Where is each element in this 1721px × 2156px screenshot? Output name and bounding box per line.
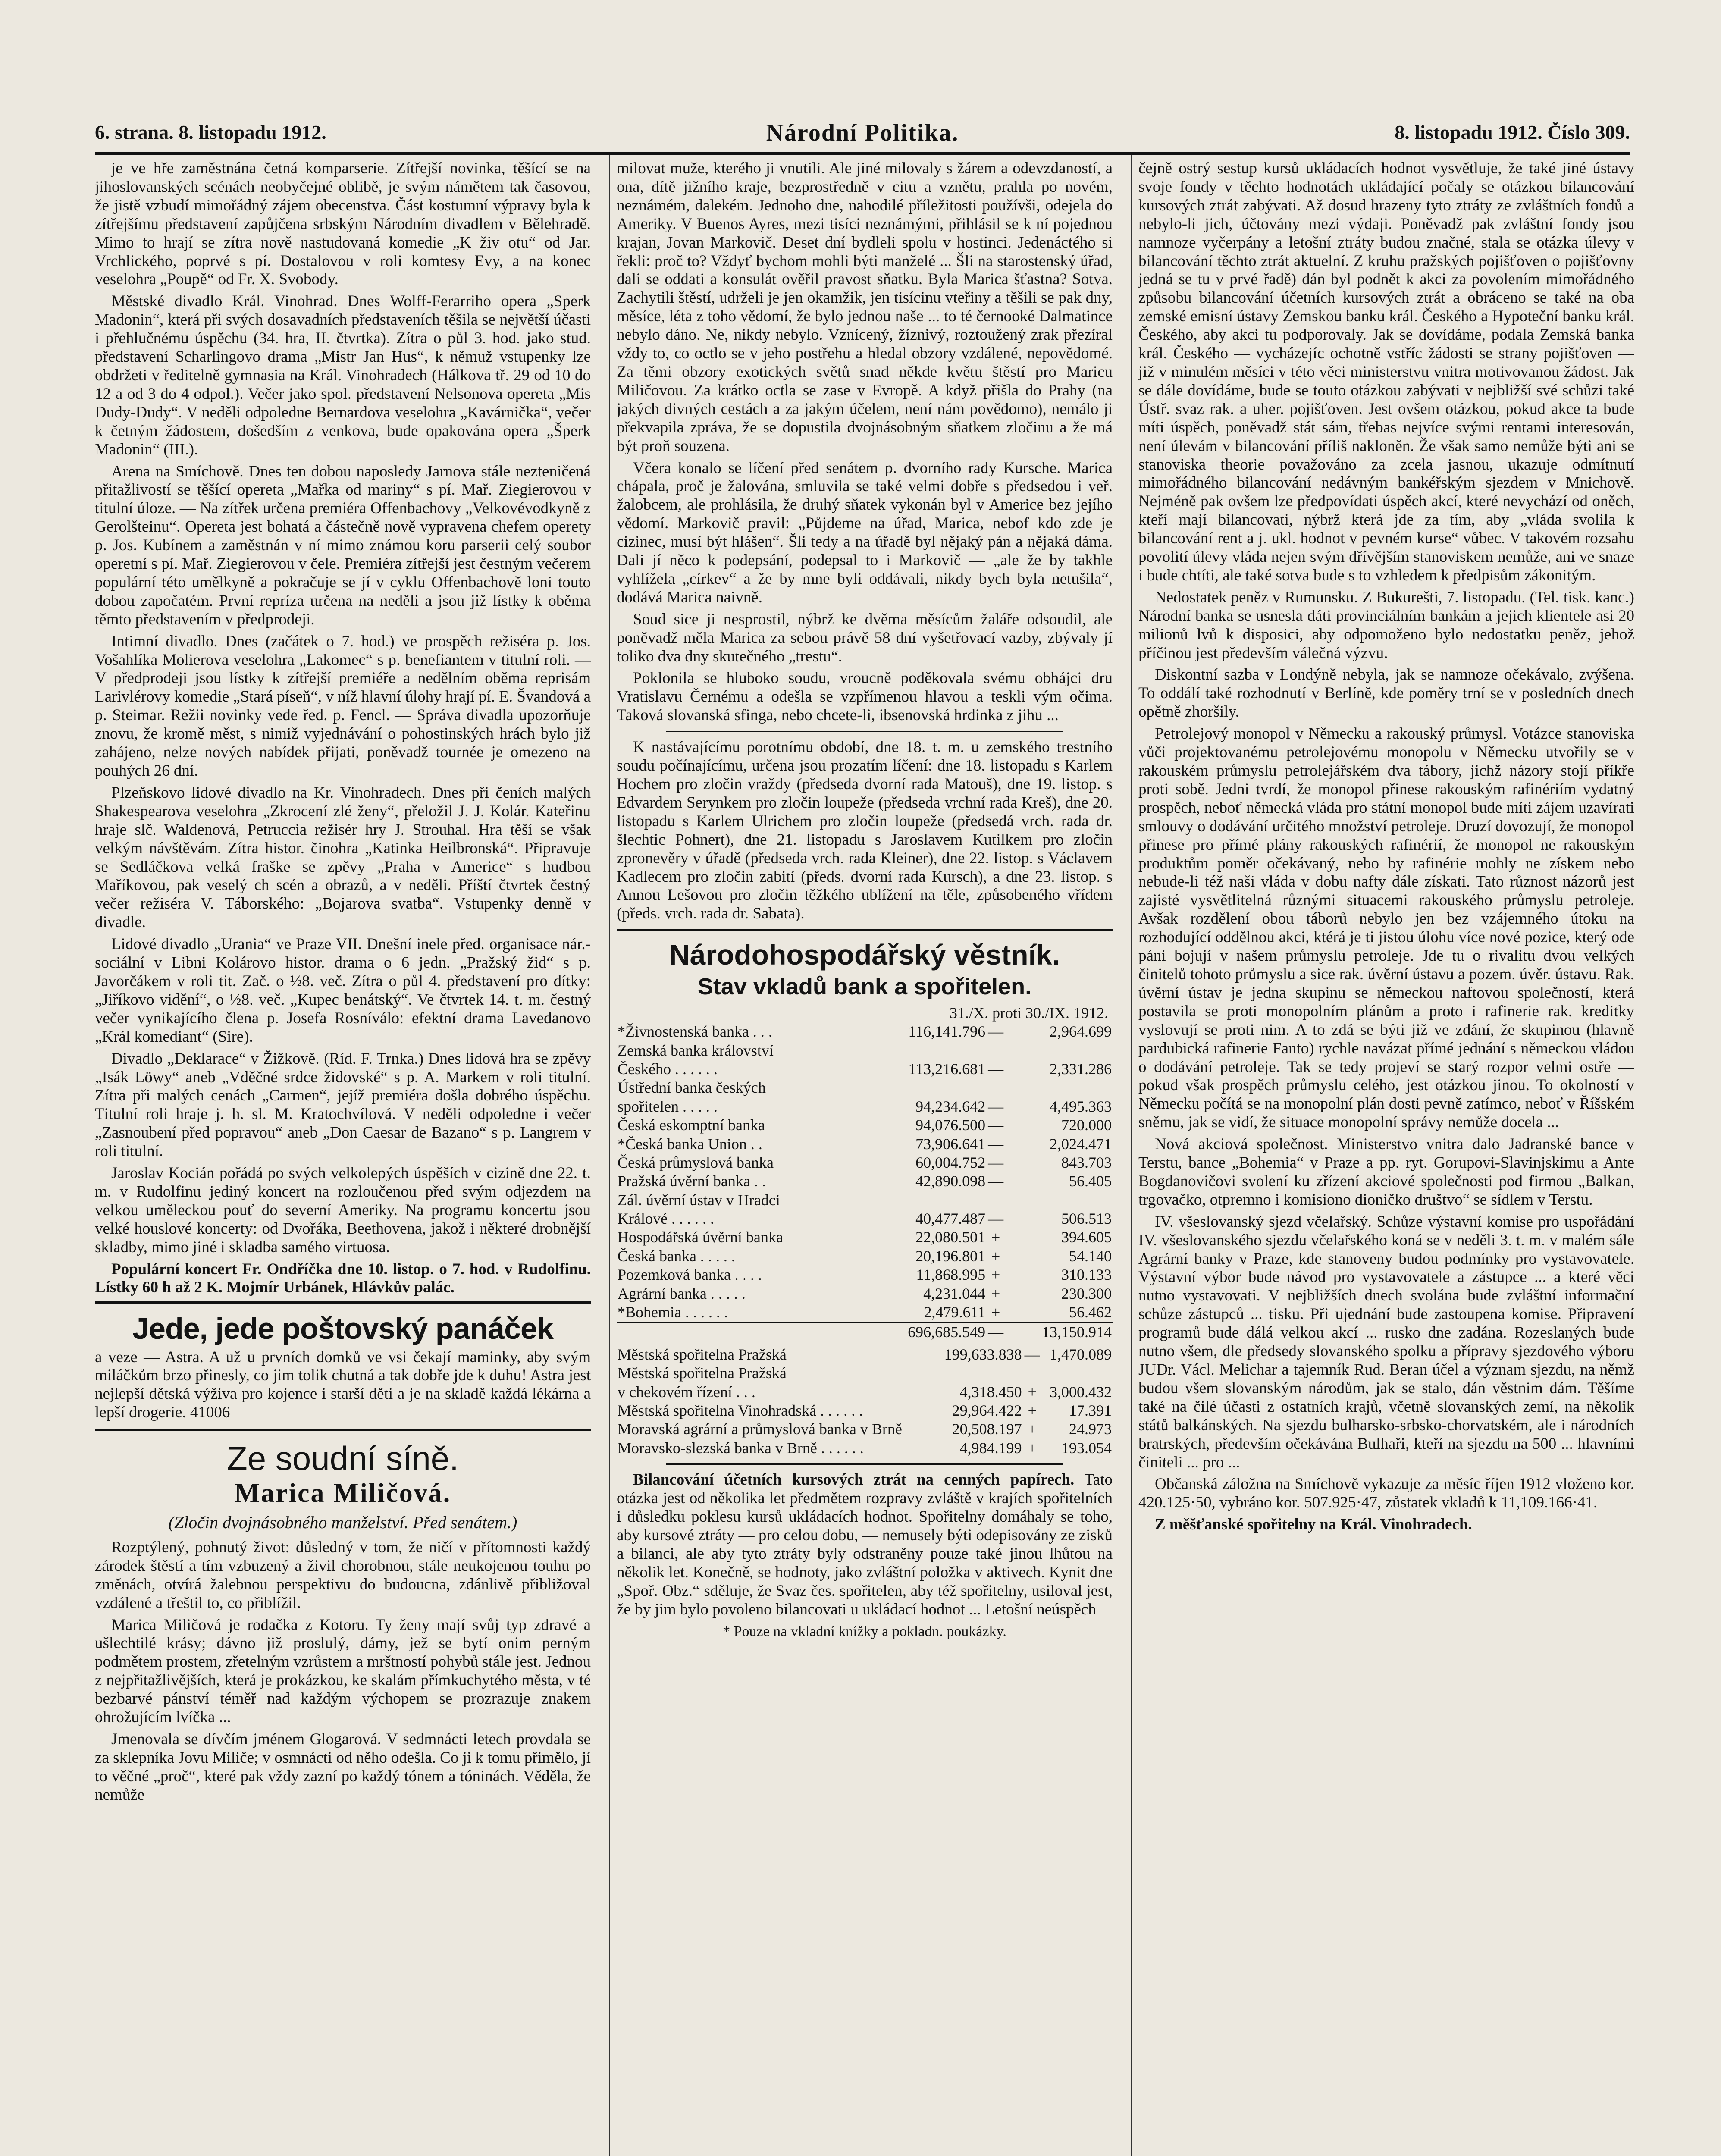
table-row	[617, 1439, 1113, 1457]
header-right: 8. listopadu 1912. Číslo 309.	[1395, 121, 1630, 143]
table-cell-change: 56.462	[1069, 1304, 1112, 1321]
table-cell-value: 113,216.681	[908, 1060, 986, 1078]
ad-text: a veze — Astra. A už u prvních domků ve vsi čekají maminky, aby svým miláčkům brzo přinesly, co jim tolik chutná a tak dobře jde k duhu! Astra jest nejlepší dětská výživa pro kojence i starší děti a je na skladě každá lékárna a lepší drogerie. 41006	[95, 1348, 591, 1422]
table-cell-name: v chekovém řízení . . .	[618, 1383, 755, 1401]
table-cell-name: *Česká banka Union . .	[618, 1135, 762, 1153]
jury-session-news: K nastávajícímu porotnímu období, dne 18. t. m. u zemského trestního soudu počínajícímu, určena jsou prozatím líčení: dne 18. listopadu s Karlem Hochem pro zločin vraždy (předseda dvorní rada Matouš), dne 19. listop. s Edvardem Serynkem pro zločin loupeže (předseda vrchní rada Kreš), dne 20. listopadu s Karlem Ulrichem pro zločin loupeže (předsedá vrch. rada dr. šlechtic Pohnert), dne 21. listopadu s Jaroslavem Kutilkem pro zločin zpronevěry v úřadě (předseda vrch. rada Kleiner), dne 22. listop. s Václavem Kadlecem pro zločin zabití (předs. dvorní rada Kursch), a dne 23. listop. s Annou Lešovou pro zločin těžkého ublížení na těle, způsobeného vřídem (předs. vrch. rada dr. Sabata).	[617, 738, 1113, 923]
table-cell-value: 4,984.199	[959, 1439, 1022, 1457]
court-article-title: Marica Miličová.	[234, 1478, 451, 1508]
economic-article: čejně ostrý sestup kursů ukládacích hodnot vysvětluje, že také jiné ústavy svoje fondy v těchto hodnotách ukládající počaly se otázkou bilancování kursových ztrát zabývati. Až dosud hrazeny tyto ztráty ze zvláštních fondů a nebylo-li jich, účtovány mezi výdaji. Poněvadž pak zvláštní fondy jsou namnoze vyčerpány a letošní ztráty budou značné, stala se otázka úlevy v bilancování těchto ztrát aktuelní. Z kruhu pražských pojišťoven o pojišťovny jedná se tu v prvé řadě) dán byl podnět k akci za povolením mimořádného způsobu bilancování účetních kursových ztrát a obráceno se také na oba zemské emisní ústavy Zemskou banku král. Českého a Hypoteční banku král. Českého, aby akci tu podporovaly. Jak se dovídáme, podala Zemská banka král. Českého — vycházejíc ochotně vstříc žádosti se strany pojišťoven — již v minulém měsíci v této věci ministerstvu vnitra motivovanou žádost. Jak se dále dovídáme, bude se touto otázkou zabývati v nejbližší své schůzi také Ústř. svaz rak. a uher. pojišťoven. Jest ovšem otázkou, pokud akce ta bude míti úspěch, poněvadž stát sám, třebas nejvíce svými rentami interesován, není úlevám v bilancování příliš nakloněn. Že však samo nemůže býti ani se stanoviska theorie považováno za zcela jasnou, ukazuje odmítnutí mimořádného bilancování nedávným bankéřským sjezdem v Mnichově. Nejméně pak ovšem lze předpovídati úspěch akcí, které nevychází od oněch, kteří mají bilancovati, nýbrž která jde za tím, aby „vláda svolila k bilancování rent a j. ukl. hodnot v pevném kurse“ vůbec. V takovém rozsahu povolití úlevy vláda nejen svým dřívějším stanoviskem nemůže, ani ve snaze i bude chtíti, ale také sotva bude s to vzhledem k předpisům zákonitým.	[1138, 160, 1634, 584]
concert-news: Populární koncert Fr. Ondříčka dne 10. listop. o 7. hod. v Rudolfinu. Lístky 60 h až 2 K. Mojmír Urbánek, Hlávkův palác.	[95, 1260, 591, 1297]
table-cell-name: Pozemková banka . . . .	[618, 1266, 762, 1284]
table-cell-sign	[986, 1191, 1005, 1210]
column-divider	[1131, 155, 1132, 2156]
table-row	[617, 1345, 1113, 1364]
table-row	[617, 1383, 1113, 1401]
court-article-subtitle: (Zločin dvojnásobného manželství. Před senátem.)	[168, 1512, 517, 1532]
table-row	[617, 1303, 1113, 1322]
table-cell-sign: —	[988, 1135, 1004, 1153]
table-cell-value: 60,004.752	[915, 1153, 986, 1171]
table-row	[617, 1401, 1113, 1420]
table-cell-sign: —	[988, 1116, 1004, 1134]
table-cell-value: 4,231.044	[923, 1285, 986, 1302]
table-cell-value: 73,906.641	[915, 1135, 986, 1153]
table-cell-value: 20,196.801	[915, 1247, 986, 1265]
table-cell-value: 11,868.995	[916, 1266, 986, 1284]
table-cell-change: 56.405	[1069, 1172, 1112, 1190]
table-row	[617, 1364, 1113, 1382]
table-row	[617, 1420, 1113, 1438]
table-cell-value	[867, 1191, 986, 1210]
table-cell-name: Moravská agrární a průmyslová banka v Brně	[618, 1420, 902, 1438]
table-cell-sign	[1023, 1364, 1042, 1382]
table-cell: —	[986, 1322, 1005, 1342]
table-cell	[617, 1322, 867, 1342]
masthead: Národní Politika.	[766, 119, 959, 146]
table-cell-name: Hospodářská úvěrní banka	[618, 1228, 783, 1246]
table-cell-sign: +	[1028, 1383, 1037, 1401]
page-header	[95, 121, 1630, 151]
theatre-news: Intimní divadlo. Dnes (začátek o 7. hod.) ve prospěch režiséra p. Jos. Vošahlíka Molierova veselohra „Lakomec“ s p. benefiantem v titulní roli. — V předprodeji jsou lístky k zítřejší premiéře a nedělním oběma reprisám Larivlérovy komedie „Stará píseň“, v níž hlavní úlohy hrají pí. E. Švandová a p. Steimar. Režii novinky vede řed. p. Fencl. — Správa divadla upozorňuje znovu, že kromě měst, s nimiž vyjednávání o pohostinských hrách bylo již zahájeno, nelze nových nabídek přijati, poněvadž tournée je omezeno na pouhých 26 dní.	[95, 632, 591, 780]
table-cell-sign: +	[991, 1304, 1000, 1321]
table-row	[617, 1097, 1113, 1116]
economic-news: Občanská záložna na Smíchově vykazuje za měsíc říjen 1912 vloženo kor. 420.125·50, vybráno kor. 507.925·47, zůstatek vkladů k 11,109.166·41.	[1138, 1475, 1634, 1512]
table-cell-change: 24.973	[1069, 1420, 1112, 1438]
table-cell-name: *Bohemia . . . . . .	[618, 1304, 728, 1321]
table-cell-value: 199,633.838	[944, 1345, 1022, 1363]
table-cell-sign: —	[988, 1060, 1004, 1078]
concert-news: Jaroslav Kocián pořádá po svých velkolepých úspěších v cizině dne 22. t. m. v Rudolfinu jediný koncert na rozloučenou před svým odjezdem na velkou uměleckou pouť do severní Ameriky. Na programu koncertu jsou velké houslové koncerty: od Dvořáka, Beethovena, jakož i některé drobnější skladby, mimo jiné i skladba samého virtuosa.	[95, 1164, 591, 1256]
table-cell-change: 2,964.699	[1050, 1023, 1112, 1040]
table-cell-name: spořitelen . . . . .	[618, 1097, 718, 1115]
header-rule	[95, 152, 1630, 155]
table-cell-change	[1042, 1364, 1113, 1382]
court-article-text: Poklonila se hluboko soudu, vroucně poděkovala svému obhájci dru Vratislavu Černému a odešla se vzpřímenou hlavou a teskli vým očima. Taková slovanská sfinga, nebo chcete-li, ibsenovská hrdinka z jihu ...	[617, 669, 1113, 724]
court-article-text: Jmenovala se dívčím jménem Glogarová. V sedmnácti letech provdala se za sklepníka Jovu Miliče; v osmnácti od něho odešla. Co ji k tomu přimělo, jí to věčné „proč“, které pak vždy zazní po každý tónem a tóninách. Věděla, že nemůže	[95, 1730, 591, 1804]
column-1	[95, 160, 591, 2156]
table-cell-name: Ústřední banka českých	[618, 1079, 766, 1097]
court-article-text: milovat muže, kterého ji vnutili. Ale jiné milovaly s žárem a odevzdaností, a ona, dítě jižního kraje, bezprostředně v citu a vznětu, prahla po novém, neznámém, dalekém. Jednoho dne, nahodilé příležitosti používši, odejela do Ameriky. V Buenos Ayres, mezi tisíci neznámými, přihlásil se k ní pojednou krajan, Jovan Markovič. Deset dní bydleli spolu v hostinci. Jedenáctého si řekli: proč to? Vždyť bychom mohli býti manželé ... Šli na starostenský úřad, dali se oddati a konsulát ověřil pravost sňatku. Byla Marica šťastna? Sotva. Zachytili štěstí, udrželi je jen okamžik, jen tisícinu vteřiny a těšili se pak dny, měsíce, léta z toho vědomí, že bylo jednou naše ... to té černooké Dalmatince nebylo dáno. Ne, nikdy nebylo. Vznícený, žíznivý, roztoužený zrak přezíral vždy to, co octlo se v jeho postřehu a hledal obzory vzdálené, nepovědomé. Za těmi obzory exotických světů snad někde květu štěstí pro Maricu Miličovou. Za krátko octla se zase v Evropě. A když přišla do Prahy (na jakých divných cestách a za jakým účelem, není nám povědomo), nemálo ji překvapila zpráva, že se dopustila dvojnásobným sňatkem zločinu a že má být proň souzena.	[617, 160, 1113, 455]
court-article-text: Soud sice ji nesprostil, nýbrž ke dvěma měsícům žaláře odsoudil, ale poněvadž měla Marica za sebou právě 58 dní vyšetřovací vazby, zbývaly jí toliko dva dny skutečného „trestu“.	[617, 610, 1113, 665]
table-cell-change: 4,495.363	[1050, 1097, 1112, 1115]
theatre-news: Arena na Smíchově. Dnes ten dobou naposledy Jarnova stále nezteničená přitažlivostí se těšící opereta „Mařka od mariny“ s pí. Mař. Ziegierovou v titulní úloze. — Na zítřek určena premiéra Offenbachovy „Velkovévodkyně z Gerolšteinu“. Opereta jest bohatá a částečně nově vypravena chefem operety p. Jos. Kubínem a zaměstnán v ní mimo známou koru parserii celý soubor operetní s pí. Mař. Ziegierovou v čele. Premiéra zítřejší jest čestným večerem populární této umělkyně a pokračuje se jí v cyklu Offenbachově loni touto dobou započatém. První repríza určena na neděli a jsou již lístky k oběma těmto představením v předprodeji.	[95, 462, 591, 628]
table-cell-name: Městská spořitelna Vinohradská . . . . . .	[618, 1401, 863, 1419]
table-cell-sign	[986, 1041, 1005, 1060]
court-article-text: Rozptýlený, pohnutý život: důsledný v tom, že ničí v přítomnosti každý zárodek štěstí a tím vzbuzený a živil chorobnou, stále neukojenou touhu po změnách, otvírá žalebnou perspektivu do budoucna, zdánlivě přibližoval vzdálené a třeštil to, co přiblížil.	[95, 1538, 591, 1612]
table-cell-change: 506.513	[1061, 1210, 1112, 1228]
table-cell-name: Moravsko-slezská banka v Brně . . . . . .	[618, 1439, 864, 1457]
economic-news: Z měšťanské spořitelny na Král. Vinohradech.	[1155, 1516, 1472, 1534]
table-cell-value	[867, 1041, 986, 1060]
table-total-row	[617, 1322, 1113, 1342]
table-cell-value: 2,479.611	[924, 1304, 986, 1321]
column-divider	[609, 155, 610, 2156]
table-cell-change: 394.605	[1061, 1228, 1112, 1246]
table-row	[617, 1247, 1113, 1266]
table-row	[617, 1078, 1113, 1097]
table-cell-sign: —	[988, 1172, 1004, 1190]
table-cell-sign: —	[988, 1023, 1004, 1040]
table-cell-sign: —	[988, 1210, 1004, 1228]
table-cell-sign: +	[991, 1247, 1000, 1265]
table-cell-sign: +	[991, 1285, 1000, 1302]
table-row	[617, 1135, 1113, 1153]
table-cell-value: 40,477.487	[915, 1210, 986, 1228]
table-cell-sign: +	[1028, 1401, 1037, 1419]
table-cell-sign: —	[988, 1153, 1004, 1171]
economic-news: Nedostatek peněz v Rumunsku. Z Bukurešti, 7. listopadu. (Tel. tisk. kanc.) Národní banka se usnesla dáti provinciálním bankám a jejich klientele asi 20 milionů lvů k disposici, aby odpomoženo bylo nedostatku peněz, jehož příčinou jest především válečná výzvu.	[1138, 588, 1634, 662]
bank-deposits-table	[617, 1022, 1113, 1342]
economic-news: Nová akciová společnost. Ministerstvo vnitra dalo Jadranské bance v Terstu, bance „Bohemia“ v Praze a pp. ryt. Gorupovi-Slavinjskimu a Ante Bogdanovičovi svolení ku zřízení akciové společnosti pod firmou „Balkan, trgovačko, otpremno i komisiono dioničko društvo“ se sídlem v Terstu.	[1138, 1135, 1634, 1209]
table-cell-change: 1,470.089	[1050, 1345, 1112, 1363]
table-cell-value	[867, 1078, 986, 1097]
table-footnote: * Pouze na vkladní knížky a pokladn. poukázky.	[723, 1623, 1006, 1640]
table-cell-sign: —	[988, 1097, 1004, 1115]
table-cell-change	[1005, 1191, 1113, 1210]
table-row	[617, 1153, 1113, 1172]
table-cell-name: Zemská banka království	[618, 1041, 774, 1059]
separator	[666, 1463, 1063, 1465]
theatre-news: Městské divadlo Král. Vinohrad. Dnes Wolff-Ferarriho opera „Sperk Madonin“, která při svých dosavadních představeních těšila se největší účasti i přehlučnému úspěchu (34. hra, II. čtvrtka). Zítra o půl 3. hod. jako stud. představení Scharlingovo drama „Mistr Jan Hus“, k němuž vstupenky lze obdržeti v ředitelně gymnasia na Král. Vinohradech (Hálkova tř. 29 od 10 do 12 a od 3 do 4 odpol.). Večer jako spol. představení Nelsonova opereta „Mis Dudy-Dudy“. V neděli odpoledne Bernardova veselohra „Kavárnička“, večer k četným žádostem, došedším z venkova, bude opakována opera „Šperk Madonin“ (III.).	[95, 292, 591, 458]
table-cell-name: Agrární banka . . . . .	[618, 1285, 746, 1302]
table-cell-change: 310.133	[1061, 1266, 1112, 1284]
separator	[617, 929, 1113, 931]
table-cell-value: 20,508.197	[952, 1420, 1022, 1438]
table-cell-change: 54.140	[1069, 1247, 1112, 1265]
economic-news: Diskontní sazba v Londýně nebyla, jak se namnoze očekávalo, zvýšena. To oddálí také rozhodnutí v Berlíně, kde poměry trní se v posledních dnech opětně zhoršily.	[1138, 666, 1634, 721]
theatre-news: Plzeňskovo lidové divadlo na Kr. Vinohradech. Dnes při čeních malých Shakespearova veselohra „Zkrocení zlé ženy“, přeložil J. J. Kolár. Kateřinu hraje slč. Waldenová, Petruccia režisér hry J. Strouhal. Hra těší se však velkým návštěvám. Zítra histor. činohra „Katinka Heilbronská“. Připravuje se Sedláčkova velká fraške se zpěvy „Praha v Americe“ s hudbou Maříkovou, pak veselý ch scén a obrazů, a v neděli. Příští čtvrtek čestný večer režiséra V. Táborského: „Bojarova svatba“. Vstupenky denně v divadle.	[95, 783, 591, 931]
astra-advertisement	[95, 1301, 591, 1431]
economic-news: IV. všeslovanský sjezd včelařský. Schůze výstavní komise pro uspořádání IV. všeslovanského sjezdu včelařského koná se v neděli 3. t. m. v malém sále Agrární banky v Praze, kde stanoveny budou podmínky pro vystavovatele. Výstavní výbor bude návod pro vystavovatele a zástupce ... a které věci nutno vystavovati. V nejbližších dnech svolána bude zvláštní informační schůze zástupců ... tisku. Při ujednání bude zastoupena komise. Připravení programů bude dálá velkou akcí ... rusko dne zadána. Rozeslaných bude nutno všem, dle předsedy slovanského spolku a přípravy sjezdového výboru JUDr. Václ. Melichar a tajemník Rud. Beran účel a význam sjezdu, na němž budou všem slovanským národům, jak se stalo, dán věstnim dám. Těšíme také na čilé účasti z ostatních krajů, včetně slovanských zemí, na několik států balkánských. Na sjezdu bulharsko-srbsko-chorvatském, ale i národních bratrských, především očekávána Bulhaři, kteří na sjezdu na 500 ... hlavními činiteli ... pro ...	[1138, 1213, 1634, 1471]
deposits-table-title: Stav vkladů bank a spořitelen.	[697, 973, 1032, 1000]
table-cell-value: 94,076.500	[915, 1116, 986, 1134]
court-article-text: Marica Miličová je rodačka z Kotoru. Ty ženy mají svůj typ zdravé a ušlechtilé krásy; dávno již proslulý, dámy, jež se bytí onim perným podmětem prostem, zřetelným vzrůstem a mrštností pohybů stále jest. Jednou z nejpřitažlivějších, která je prokázkou, ke skalám přímkuchytého města, v té bezbarvé pánství téměř nad každým výchopem se prozrazuje znakem ohrožujícím lvíčka ...	[95, 1616, 591, 1727]
table-cell-value: 42,890.098	[915, 1172, 986, 1190]
table-cell-name: Českého . . . . . .	[618, 1060, 718, 1078]
table-cell-sign: +	[1028, 1420, 1037, 1438]
table-row	[617, 1172, 1113, 1191]
table-cell-value: 94,234.642	[915, 1097, 986, 1115]
theatre-news: je ve hře zaměstnána četná komparserie. Zítřejší novinka, těšící se na jihoslovanských scénách neobyčejné oblibě, je svým námětem tak časovou, že jistě vzbudí mimořádný zájem obecenstva. Část kostumní výpravy byla k zítřejšímu představení zapůjčena srbským Národním divadlem v Bělehradě. Mimo to hrají se zítra nově nastudovaná komedie „K živ otu“ od Jar. Vrchlického, poprvé s pí. Dostalovou v roli komtesy Evy, a na konec veselohra „Poupě“ od Fr. X. Svobody.	[95, 160, 591, 288]
table-cell-change: 2,024.471	[1050, 1135, 1112, 1153]
table-cell-change: 230.300	[1061, 1285, 1112, 1302]
court-article-text: Včera konalo se líčení před senátem p. dvorního rady Kursche. Marica chápala, proč je žalována, smluvila se také velmi dobře s předsedou i veř. žalobcem, ale prohlásila, že druhý sňatek vykonán byl v Americe bez jejího vědomí. Markovič pravil: „Půjdeme na úřad, Marica, nebof kdo zde je cizinec, musí být hlášen“. Šli tedy a na úřadě byl nějaký pán a nějaká dáma. Dali jí něco k podepsání, podepsal to i Markovič — „ale že by takhle vyhlížela „církev“ a že by mne byli oddávali, nikdy bych byla netušila“, dodává Marica naivně.	[617, 459, 1113, 606]
table-cell-change: 843.703	[1061, 1153, 1112, 1171]
table-row	[617, 1228, 1113, 1247]
table-cell-name: Česká eskomptní banka	[618, 1116, 765, 1134]
economic-section-title: Národohospodářský věstník.	[669, 939, 1060, 971]
table-row	[617, 1041, 1113, 1060]
table-cell-name: Pražská úvěrní banka . .	[618, 1172, 766, 1190]
court-section-title: Ze soudní síně.	[227, 1439, 459, 1478]
table-row	[617, 1022, 1113, 1041]
table-cell-value: 116,141.796	[908, 1023, 986, 1040]
table-cell-change: 720.000	[1061, 1116, 1112, 1134]
separator	[666, 731, 1063, 732]
table-cell-change: 2,331.286	[1050, 1060, 1112, 1078]
table-cell-name: Městská spořitelna Pražská	[618, 1345, 787, 1363]
table-cell-sign	[986, 1078, 1005, 1097]
table-cell-value: 22,080.501	[915, 1228, 986, 1246]
table-cell-value: 4,318.450	[959, 1383, 1022, 1401]
table-row	[617, 1285, 1113, 1303]
table-cell-sign: +	[991, 1266, 1000, 1284]
bilancing-article: Bilancování účetních kursových ztrát na cenných papírech. Tato otázka jest od několika let předmětem rozpravy zvláště v krajích spořitelních i důsledku poklesu kursů ukládacích hodnot. Spořitelny domáhaly se toho, aby kursové ztráty — pro celou dobu, — nemusely býti odepisovány ze zisků a bilanci, ale aby tyto ztráty byly odstraněny pouze také jinou lhůtou na několik let. Konečně, se hodnoty, jako zvláštní položka v aktivech. Kynit dne „Spoř. Obz.“ sděluje, že Svaz čes. spořitelen, aby též spořitelny, usiloval jest, že by jim bylo povoleno bilancovati u ukládací hodnot ... Letošní neúspěch	[617, 1471, 1113, 1618]
table-row	[617, 1191, 1113, 1210]
table-cell-name: *Živnostenská banka . . .	[618, 1023, 772, 1040]
table-cell-name: Králové . . . . . .	[618, 1210, 714, 1228]
table-row	[617, 1266, 1113, 1284]
table-cell-sign: +	[1028, 1439, 1037, 1457]
table-cell: 13,150.914	[1005, 1322, 1113, 1342]
deposits-table-header: 31./X. proti 30./IX. 1912.	[950, 1004, 1108, 1022]
table-row	[617, 1116, 1113, 1134]
savings-deposits-table	[617, 1345, 1113, 1457]
table-cell-sign: +	[991, 1228, 1000, 1246]
table-row	[617, 1210, 1113, 1228]
table-cell-name: Zál. úvěrní ústav v Hradci	[618, 1191, 780, 1209]
header-left: 6. strana. 8. listopadu 1912.	[95, 121, 326, 143]
table-cell-change: 3,000.432	[1050, 1383, 1112, 1401]
theatre-news: Divadlo „Deklarace“ v Žižkově. (Ríd. F. Trnka.) Dnes lidová hra se zpěvy „Isák Löwy“ aneb „Vděčné srdce židovské“ s p. A. Markem v roli titulní. Zítra při malých cenách „Carmen“, jejíž premiéra došla dobrého úspěchu. Titulní roli hraje j. h. sl. M. Kratochvílová. V neděli odpoledne i večer „Zasnoubení před popravou“ aneb „Don Caesar de Bazano“ s p. Langrem v roli titulní.	[95, 1050, 591, 1160]
table-cell-change: 17.391	[1069, 1401, 1112, 1419]
table-cell-name: Česká banka . . . . .	[618, 1247, 735, 1265]
table-cell-name: Městská spořitelna Pražská	[618, 1364, 787, 1382]
table-row	[617, 1060, 1113, 1078]
table-cell: 696,685.549	[867, 1322, 986, 1342]
economic-news: Petrolejový monopol v Německu a rakouský průmysl. Votázce stanoviska vůči projektovanému petrolejovému monopolu v Německu utvořily se v rakouském průmyslu petrolejářském dva tábory, jichž názory stojí příkře proti sobě. Jedni tvrdí, že monopol přinese rakouským rafinériím vydatný prospěch, neboť německá vláda pro státní monopol bude míti zájem uzavírati smlouvy o dodávání určitého množství petroleje. Druzí dovozují, že monopol přinese pro přímé plány rakouských rafinérií, že monopol ne rakouským produktům poměr očekávaný, nebo by rafinérie mohly ne získem nebo nebude-li též naši vláda v dobu nafty dále získati. Tato různost názorů jest zajisté vysvětlitelná různými situacemi rakouského průmyslu petroleje. Avšak rozdělení obou táborů nebylo jen bez vzájemného útoku na rozhodující oddělnou akci, ktérá je ti jistou úlohu více nové pozice, který ode páni bojují v našem průmyslu petroleje. Jde tu o rivalitu dvou velkých činitelů tohoto průmyslu a sice rak. úvěrní ústavu a pozem. úvěr. ústavu. Rak. úvěrní ústav je jedna skupinu se německou naftovou společností, která postavila se proti monopolním plánům a proto i rafinerie rak. kreditky vyslovují se proti nim. A to zdá se býti již ve zdání, že skupinou (hlavně pardubická rafinerie Fanto) rychle navázat přímé jednání s německou vládou o dodávání petroleje. Tak se tedy projeví se starý rozpor velmi ostře — pokud však prospěch průmyslu celého, jest otázkou jinou. To okolností v Německu počítá se na monopolní plán dosti pevně zatímco, neboť v Říšském sněmu, jak se vidí, že situace monopolní správy nemůže docela ...	[1138, 725, 1634, 1131]
table-cell-name: Česká průmyslová banka	[618, 1153, 774, 1171]
table-cell-change: 193.054	[1061, 1439, 1112, 1457]
table-cell-value: 29,964.422	[952, 1401, 1022, 1419]
column-3	[1138, 160, 1634, 2156]
ad-title: Jede, jede poštovský panáček	[132, 1312, 553, 1346]
column-2	[617, 160, 1113, 2156]
theatre-news: Lidové divadlo „Urania“ ve Praze VII. Dnešní inele před. organisace nár.-sociální v Libni Kolárovo histor. drama o 6 jedn. „Pražský žid“ s p. Javorčákem v roli tit. Zač. o ½8. več. Zítra o půl 4. představení pro dítky: „Jiříkovo vidění“, o ½8. več. „Kupec benátský“. Ve čtvrtek 14. t. m. čestný večer vynikajícího člena p. Josefa Rosníválo: efektní drama Lavedanovo „Král komediant“ (Sire).	[95, 935, 591, 1046]
table-cell-value	[934, 1364, 1022, 1382]
table-cell-sign: —	[1024, 1345, 1040, 1363]
table-cell-change	[1005, 1041, 1113, 1060]
table-cell-change	[1005, 1078, 1113, 1097]
